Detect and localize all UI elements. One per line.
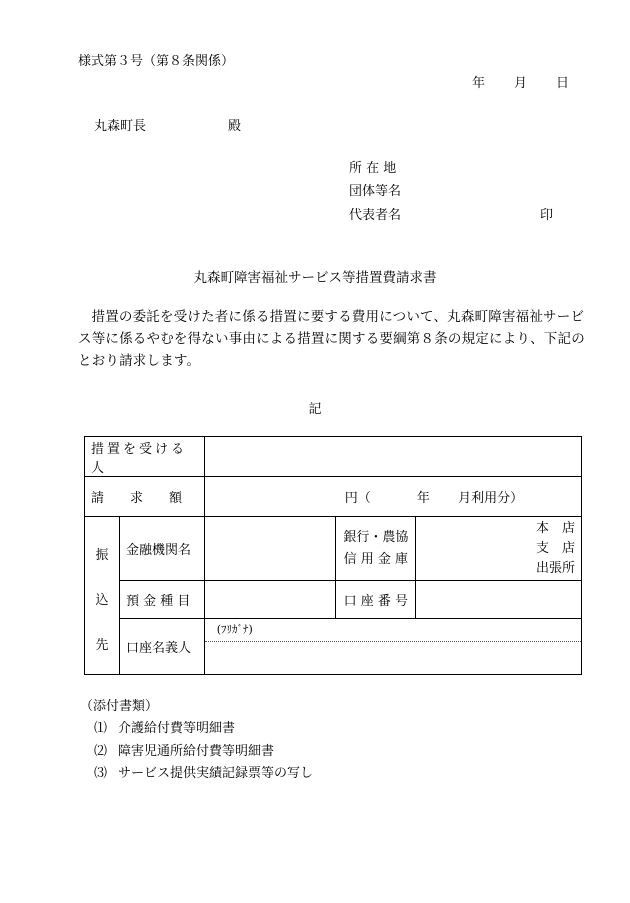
- attachment-text: 障害児通所給付費等明細書: [118, 743, 275, 759]
- recipient-row: [85, 437, 582, 477]
- attachment-item: [94, 718, 313, 741]
- bank-type-line1: 銀行・農協: [343, 529, 409, 545]
- branch-office: 出張所: [535, 560, 575, 576]
- amount-year: 年: [416, 491, 430, 506]
- furigana-label: (ﾌﾘｶﾞﾅ): [216, 623, 253, 636]
- account-holder-field[interactable]: [204, 619, 581, 675]
- recipient-field[interactable]: [204, 437, 581, 477]
- deposit-type-label: 預 金 種 目: [119, 581, 204, 619]
- organization-label: 団体等名: [349, 184, 402, 199]
- transfer-char-3: 先: [95, 638, 109, 653]
- transfer-destination-cell: [85, 517, 120, 675]
- branch-main: 本 店: [535, 520, 575, 536]
- seal-mark: 印: [540, 208, 554, 223]
- amount-label: 請 求 額: [85, 477, 205, 517]
- bank-row: [85, 517, 582, 581]
- bank-name-field[interactable]: [204, 517, 336, 581]
- amount-row: [85, 477, 582, 517]
- bank-type-cell: [336, 517, 416, 581]
- account-number-label: 口 座 番 号: [336, 581, 416, 619]
- attachment-number: ⑴: [94, 721, 108, 736]
- attachment-text: サービス提供実績記録票等の写し: [118, 766, 314, 781]
- attachment-text: 介護給付費等明細書: [118, 721, 236, 736]
- branch-cell[interactable]: [416, 517, 582, 581]
- account-number-field[interactable]: [416, 581, 582, 619]
- attachment-item: [94, 741, 313, 764]
- document-title: 丸森町障害福祉サービス等措置費請求書: [193, 270, 437, 286]
- attachment-number: ⑶: [94, 766, 108, 781]
- attachments-list: [94, 718, 313, 786]
- amount-month-use: 月利用分）: [458, 491, 524, 506]
- holder-row: [85, 619, 582, 675]
- claim-table: [84, 436, 582, 675]
- representative-label: 代表者名: [349, 208, 402, 223]
- address-label: 所 在 地: [349, 161, 397, 176]
- body-paragraph: 措置の委託を受けた者に係る措置に要する費用について、丸森町障害福祉サービス等に係るやむを得ない事由による措置に関する要綱第８条の規定により、下記のとおり請求します。: [78, 309, 585, 369]
- amount-field[interactable]: [204, 477, 581, 517]
- form-number: 様式第３号（第８条関係）: [78, 54, 235, 69]
- recipient-label: 措置を受ける人: [85, 437, 205, 477]
- bank-type-line2: 信 用 金 庫: [343, 551, 409, 567]
- bank-name-label: 金融機関名: [119, 517, 204, 581]
- account-holder-name-line[interactable]: [205, 641, 581, 674]
- date-month: 月: [514, 76, 528, 91]
- deposit-row: [85, 581, 582, 619]
- addressee-honorific: 殿: [228, 119, 242, 134]
- transfer-char-2: 込: [95, 593, 109, 608]
- attachments-heading: （添付書類）: [80, 699, 159, 714]
- deposit-type-field[interactable]: [204, 581, 336, 619]
- ki-mark: 記: [308, 402, 322, 417]
- date-year: 年: [472, 76, 486, 91]
- transfer-char-1: 振: [95, 548, 109, 563]
- amount-yen: 円（: [344, 491, 371, 506]
- account-holder-label: 口座名義人: [119, 619, 204, 675]
- attachment-item: [94, 763, 313, 786]
- attachment-number: ⑵: [94, 743, 108, 759]
- date-day: 日: [556, 76, 570, 91]
- branch-sub: 支 店: [535, 540, 575, 556]
- addressee-name: 丸森町長: [94, 119, 147, 134]
